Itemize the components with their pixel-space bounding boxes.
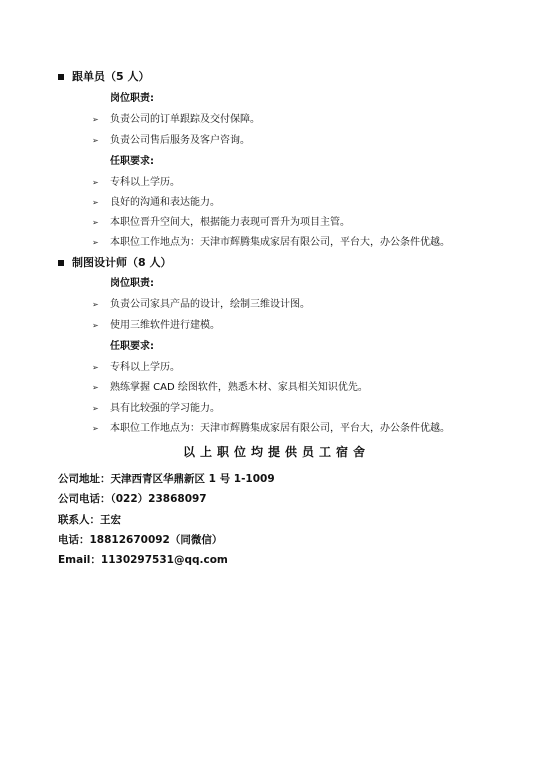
arrow-bullet-icon: ➢ (92, 363, 99, 372)
list-item (92, 236, 450, 249)
section-title-text: 制图设计师（8 人） (72, 256, 172, 269)
list-item (92, 422, 450, 435)
dormitory-notice: 以上职位均提供员工宿舍 (182, 445, 370, 459)
company-address: 公司地址：天津西青区华鼎新区 1 号 1-1009 (58, 473, 275, 485)
list-item-text: 使用三维软件进行建模。 (110, 320, 220, 331)
list-item-text: 良好的沟通和表达能力。 (110, 197, 220, 208)
list-item (92, 216, 350, 229)
list-item-text: 专科以上学历。 (110, 362, 180, 373)
arrow-bullet-icon: ➢ (92, 115, 99, 124)
list-item-text: 本职位晋升空间大，根据能力表现可晋升为项目主管。 (110, 217, 350, 228)
arrow-bullet-icon: ➢ (92, 136, 99, 145)
section-title-text: 跟单员（5 人） (72, 70, 150, 83)
arrow-bullet-icon: ➢ (92, 404, 99, 413)
mobile-phone: 电话：18812670092（同微信） (58, 534, 223, 546)
section-title-merchandiser (58, 70, 149, 84)
duties-label: 岗位职责: (110, 93, 154, 104)
list-item-text: 本职位工作地点为：天津市辉腾集成家居有限公司，平台大，办公条件优越。 (110, 237, 450, 248)
arrow-bullet-icon: ➢ (92, 300, 99, 309)
email-address: Email：1130297531@qq.com (58, 554, 228, 566)
list-item (92, 381, 368, 394)
list-item-text: 本职位工作地点为：天津市辉腾集成家居有限公司，平台大，办公条件优越。 (110, 423, 450, 434)
company-phone: 公司电话：（022）23868097 (58, 493, 207, 505)
list-item-text: 负责公司家具产品的设计，绘制三维设计图。 (110, 299, 310, 310)
list-item (92, 196, 220, 209)
arrow-bullet-icon: ➢ (92, 383, 99, 392)
requirements-label: 任职要求: (110, 156, 154, 167)
list-item (92, 113, 260, 126)
arrow-bullet-icon: ➢ (92, 321, 99, 330)
section-title-designer (58, 256, 171, 270)
list-item-text: 负责公司售后服务及客户咨询。 (110, 135, 250, 146)
square-bullet-icon (58, 74, 64, 80)
arrow-bullet-icon: ➢ (92, 178, 99, 187)
square-bullet-icon (58, 260, 64, 266)
list-item (92, 361, 180, 374)
arrow-bullet-icon: ➢ (92, 198, 99, 207)
contact-person: 联系人：王宏 (58, 514, 121, 526)
arrow-bullet-icon: ➢ (92, 218, 99, 227)
list-item (92, 298, 310, 311)
arrow-bullet-icon: ➢ (92, 424, 99, 433)
list-item (92, 134, 250, 147)
duties-label: 岗位职责: (110, 278, 154, 289)
list-item-text: 熟练掌握 CAD 绘图软件，熟悉木材、家具相关知识优先。 (110, 382, 368, 393)
list-item-text: 具有比较强的学习能力。 (110, 403, 220, 414)
list-item (92, 402, 220, 415)
list-item-text: 专科以上学历。 (110, 177, 180, 188)
list-item-text: 负责公司的订单跟踪及交付保障。 (110, 114, 260, 125)
list-item (92, 176, 180, 189)
arrow-bullet-icon: ➢ (92, 238, 99, 247)
list-item (92, 319, 220, 332)
requirements-label: 任职要求: (110, 341, 154, 352)
